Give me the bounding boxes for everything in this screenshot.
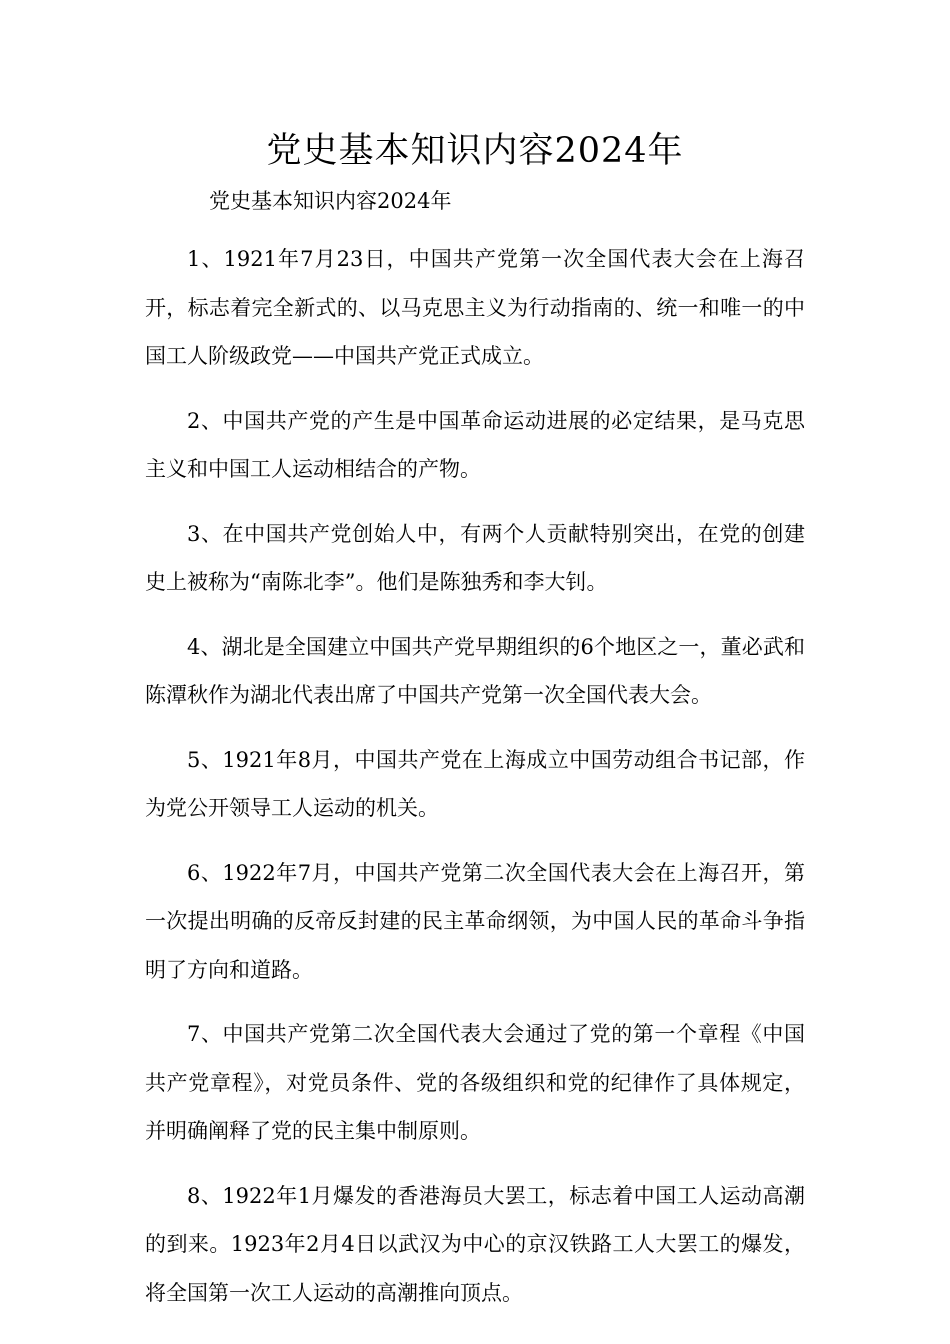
paragraph-6: 6、1922年7月，中国共产党第二次全国代表大会在上海召开，第一次提出明确的反帝反封建的民主革命纲领，为中国人民的革命斗争指明了方向和道路。 bbox=[145, 860, 805, 982]
paragraph-5: 5、1921年8月，中国共产党在上海成立中国劳动组合书记部，作为党公开领导工人运动的机关。 bbox=[145, 747, 805, 820]
paragraph-7: 7、中国共产党第二次全国代表大会通过了党的第一个章程《中国共产党章程》，对党员条件、党的各级组织和党的纪律作了具体规定，并明确阐释了党的民主集中制原则。 bbox=[145, 1022, 805, 1143]
paragraph-2: 2、中国共产党的产生是中国革命运动进展的必定结果，是马克思主义和中国工人运动相结合的产物。 bbox=[145, 408, 805, 481]
document-title: 党史基本知识内容2024年 bbox=[266, 131, 684, 171]
document-subtitle: 党史基本知识内容2024年 bbox=[209, 189, 452, 213]
paragraph-8: 8、1922年1月爆发的香港海员大罢工，标志着中国工人运动高潮的到来。1923年2月4日以武汉为中心的京汉铁路工人大罢工的爆发，将全国第一次工人运动的高潮推向顶点。 bbox=[145, 1183, 805, 1305]
document-body bbox=[145, 183, 805, 1317]
paragraph-3: 3、在中国共产党创始人中，有两个人贡献特别突出，在党的创建史上被称为“南陈北李”。他们是陈独秀和李大钊。 bbox=[145, 521, 805, 594]
paragraph-4: 4、湖北是全国建立中国共产党早期组织的6个地区之一，董必武和陈潭秋作为湖北代表出席了中国共产党第一次全国代表大会。 bbox=[145, 634, 805, 707]
paragraph-1: 1、1921年7月23日，中国共产党第一次全国代表大会在上海召开，标志着完全新式的、以马克思主义为行动指南的、统一和唯一的中国工人阶级政党——中国共产党正式成立。 bbox=[145, 247, 805, 368]
